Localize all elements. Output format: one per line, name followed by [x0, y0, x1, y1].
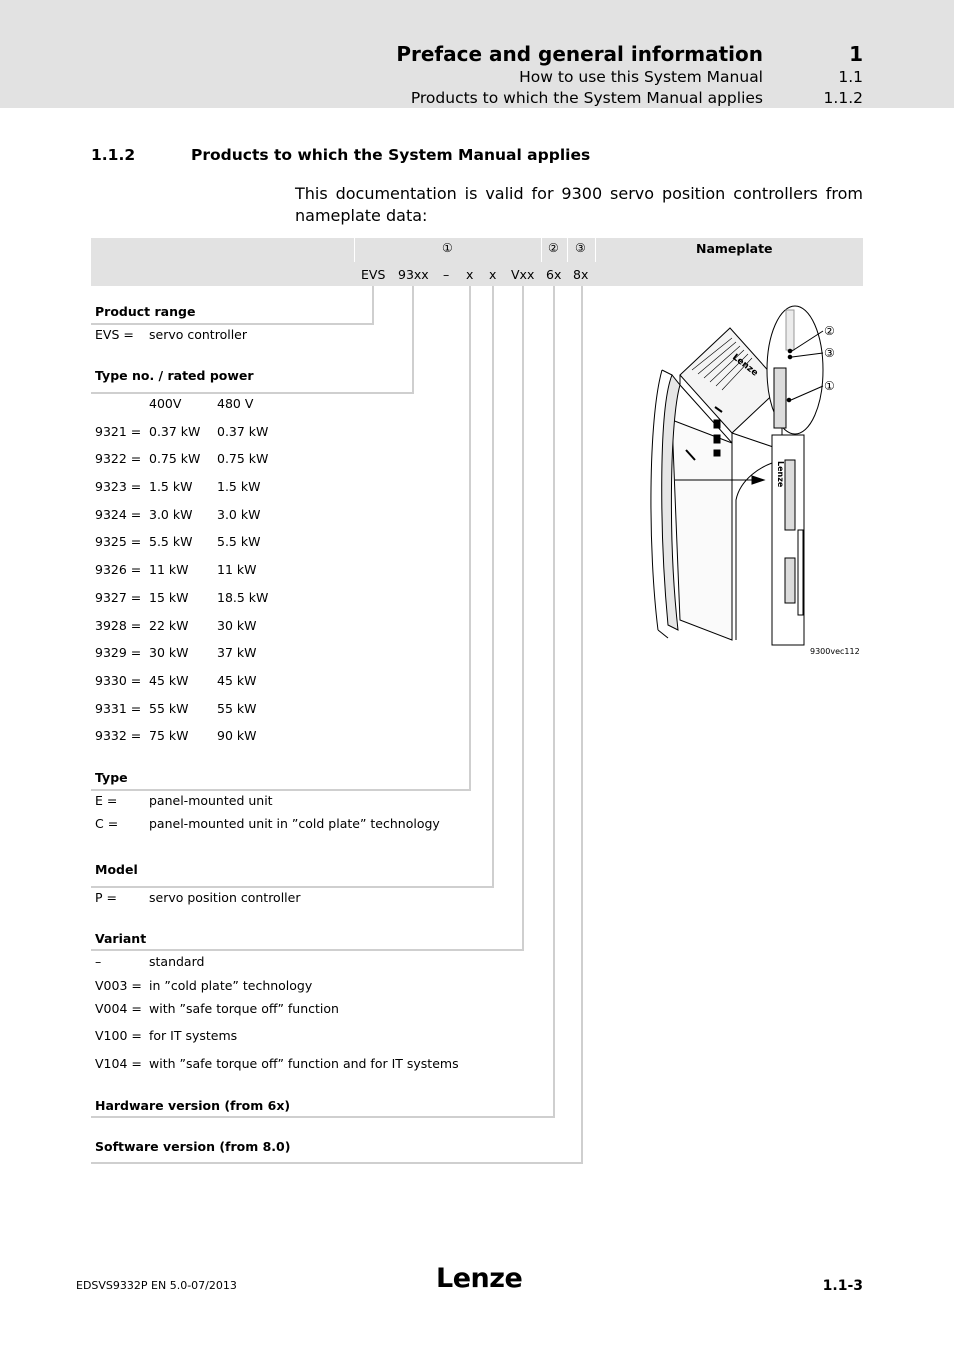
variant-heading: Variant: [95, 931, 147, 946]
code-segment: –: [443, 267, 450, 282]
variant-desc: in ”cold plate” technology: [149, 978, 313, 993]
type-heading: Type: [95, 770, 128, 785]
type-code: C =: [95, 816, 119, 831]
power-row-code: 9322 =: [95, 451, 142, 466]
product-range-desc: servo controller: [149, 327, 247, 342]
power-row-480v: 5.5 kW: [217, 534, 261, 549]
power-row-480v: 18.5 kW: [217, 590, 269, 605]
model-heading: Model: [95, 862, 138, 877]
variant-desc: standard: [149, 954, 205, 969]
chapter-number: 1: [849, 42, 863, 66]
type-desc: panel-mounted unit: [149, 793, 273, 808]
product-range-code: EVS =: [95, 327, 134, 342]
power-row-400v: 55 kW: [149, 701, 189, 716]
power-row-code: 9323 =: [95, 479, 142, 494]
power-row-code: 9331 =: [95, 701, 142, 716]
software-version-heading: Software version (from 8.0): [95, 1139, 291, 1154]
tree-line: [553, 286, 555, 1117]
tree-line: [412, 286, 414, 393]
subsection-number: 1.1: [838, 68, 863, 86]
hardware-version-heading: Hardware version (from 6x): [95, 1098, 291, 1113]
nameplate-illustration: [640, 300, 870, 665]
power-row-480v: 37 kW: [217, 645, 257, 660]
power-row-code: 9325 =: [95, 534, 142, 549]
heading-underline: [91, 789, 471, 791]
variant-desc: with ”safe torque off” function and for IT systems: [149, 1056, 459, 1071]
code-segment: 6x: [546, 267, 562, 282]
marker-3: ③: [575, 241, 586, 255]
code-segment: EVS: [361, 267, 386, 282]
subsubsection-number: 1.1.2: [823, 89, 863, 107]
type-no-heading: Type no. / rated power: [95, 368, 254, 383]
subsection-title: How to use this System Manual: [519, 68, 763, 86]
model-code: P =: [95, 890, 117, 905]
variant-code: –: [95, 954, 102, 969]
power-row-480v: 0.37 kW: [217, 424, 269, 439]
tree-line: [469, 286, 471, 790]
power-row-480v: 11 kW: [217, 562, 257, 577]
variant-code: V003 =: [95, 978, 142, 993]
power-row-code: 9330 =: [95, 673, 142, 688]
power-row-400v: 3.0 kW: [149, 507, 193, 522]
code-segment: 8x: [573, 267, 589, 282]
subsubsection-title: Products to which the System Manual applies: [410, 89, 763, 107]
tree-line: [372, 286, 374, 324]
variant-code: V100 =: [95, 1028, 142, 1043]
power-row-400v: 0.75 kW: [149, 451, 201, 466]
power-row-400v: 11 kW: [149, 562, 189, 577]
heading-underline: [91, 392, 414, 394]
type-desc: panel-mounted unit in ”cold plate” technology: [149, 816, 440, 831]
power-row-code: 9326 =: [95, 562, 142, 577]
heading-underline: [91, 949, 524, 951]
tree-line: [581, 286, 583, 1163]
figure-caption: 9300vec112: [810, 647, 860, 656]
callout-3: ③: [824, 346, 835, 360]
page-number: 1.1-3: [822, 1278, 863, 1294]
power-row-400v: 30 kW: [149, 645, 189, 660]
type-code: E =: [95, 793, 118, 808]
marker-2: ②: [548, 241, 559, 255]
intro-paragraph: This documentation is valid for 9300 servo position controllers from nameplate data:: [295, 184, 863, 225]
variant-desc: with ”safe torque off” function: [149, 1001, 339, 1016]
code-segment: x: [489, 267, 497, 282]
power-row-code: 9329 =: [95, 645, 142, 660]
band-separator: [595, 238, 596, 262]
power-row-code: 9327 =: [95, 590, 142, 605]
heading-underline: [91, 1162, 583, 1164]
section-number: 1.1.2: [91, 146, 136, 164]
power-row-480v: 1.5 kW: [217, 479, 261, 494]
lenze-logo: Lenze: [436, 1263, 523, 1294]
nameplate-logo: Lenze: [776, 461, 785, 488]
power-row-400v: 5.5 kW: [149, 534, 193, 549]
variant-desc: for IT systems: [149, 1028, 238, 1043]
power-row-400v: 75 kW: [149, 728, 189, 743]
callout-1: ①: [824, 379, 835, 393]
power-row-400v: 1.5 kW: [149, 479, 193, 494]
band-separator: [541, 238, 542, 262]
power-row-400v: 0.37 kW: [149, 424, 201, 439]
device-logo: Lenze: [730, 352, 760, 379]
document-id: EDSVS9332P EN 5.0-07/2013: [76, 1279, 237, 1292]
power-row-400v: 45 kW: [149, 673, 189, 688]
product-range-heading: Product range: [95, 304, 196, 319]
nameplate-label: Nameplate: [696, 241, 773, 256]
voltage-480-header: 480 V: [217, 396, 254, 411]
power-row-code: 9324 =: [95, 507, 142, 522]
power-row-400v: 15 kW: [149, 590, 189, 605]
power-row-480v: 30 kW: [217, 618, 257, 633]
power-row-code: 9332 =: [95, 728, 142, 743]
heading-underline: [91, 886, 494, 888]
power-row-480v: 3.0 kW: [217, 507, 261, 522]
band-separator: [567, 238, 568, 262]
band-separator: [354, 238, 355, 262]
variant-code: V104 =: [95, 1056, 142, 1071]
tree-line: [492, 286, 494, 887]
power-row-code: 9321 =: [95, 424, 142, 439]
variant-code: V004 =: [95, 1001, 142, 1016]
callout-2: ②: [824, 324, 835, 338]
code-segment: x: [466, 267, 474, 282]
heading-underline: [91, 323, 374, 325]
power-row-code: 3928 =: [95, 618, 142, 633]
power-row-480v: 45 kW: [217, 673, 257, 688]
power-row-480v: 0.75 kW: [217, 451, 269, 466]
power-row-480v: 55 kW: [217, 701, 257, 716]
code-segment: 93xx: [398, 267, 429, 282]
marker-1: ①: [442, 241, 453, 255]
chapter-title: Preface and general information: [396, 42, 763, 66]
tree-line: [522, 286, 524, 950]
model-desc: servo position controller: [149, 890, 301, 905]
voltage-400-header: 400V: [149, 396, 182, 411]
code-segment: Vxx: [511, 267, 535, 282]
section-title: Products to which the System Manual applies: [191, 146, 591, 164]
power-row-400v: 22 kW: [149, 618, 189, 633]
power-row-480v: 90 kW: [217, 728, 257, 743]
heading-underline: [91, 1116, 555, 1118]
